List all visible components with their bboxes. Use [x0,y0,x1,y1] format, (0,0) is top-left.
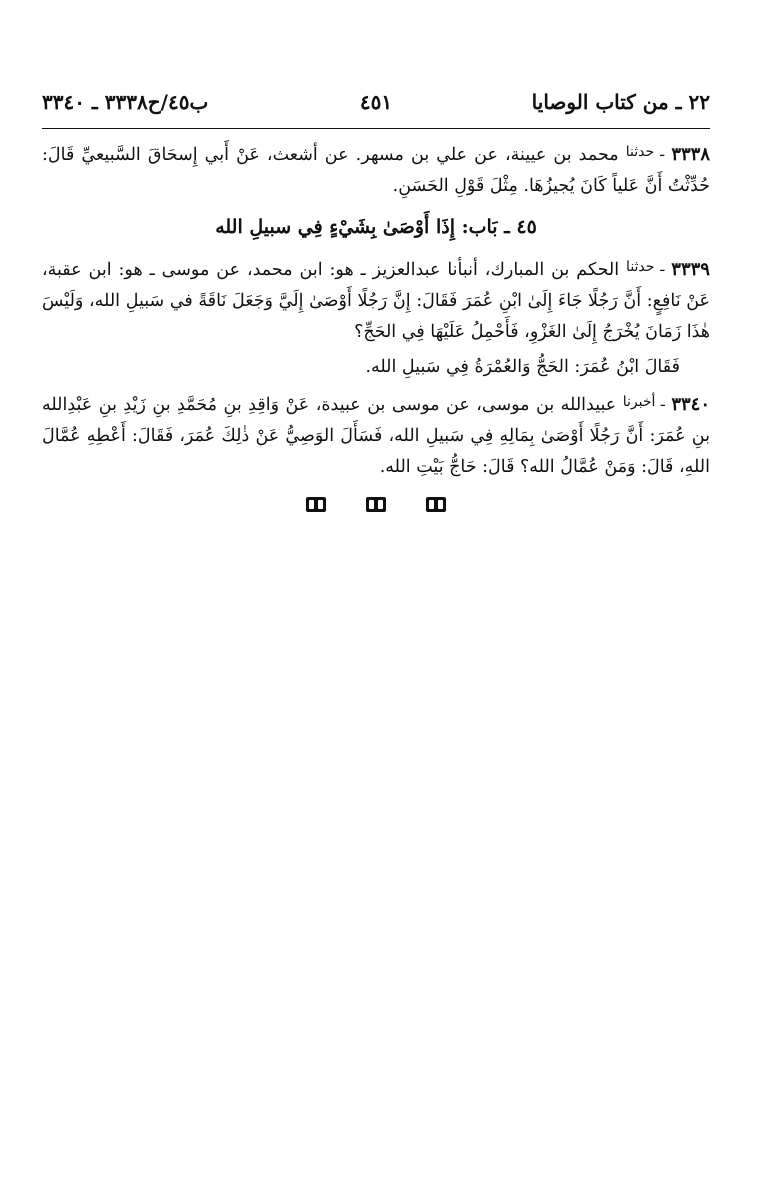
isnad: عبيدالله بن موسى، عن موسى بن عبيدة، عَنْ وَاقِدِ بنِ مُحَمَّدِ بنِ زَيْدِ بنِ عَبْدِالله بنِ [42,395,710,446]
hadith-3340 [42,387,710,483]
isnad: الحكم بن المبارك، أنبأنا عبدالعزيز ـ هو: ابن محمد، عن موسى ـ هو: ابن عقبة، عَنْ [42,260,710,311]
page-body [42,129,710,512]
running-title: ٢٢ ـ من كتاب الوصايا [531,90,710,114]
narration-word: ـ أخبرنا [622,394,665,410]
hadith-reference: ب٤٥/ح٣٣٣٨ ـ ٣٣٤٠ [42,90,209,114]
page-number: ٤٥١ [359,90,393,114]
book-ornament-icon [426,497,446,512]
hadith-number: ٣٣٤٠ [671,394,710,415]
matn: نَافِعٍ: أَنَّ رَجُلًا جَاءَ إِلَىٰ ابْنِ عُمَرَ فَقَالَ: إِنَّ رَجُلًا أَوْصَىٰ إِلَيَّ وَجَعَلَ نَاقَةً في سَبيلِ الله، وَلَيْسَ هٰذَا زَمَانَ يُخْرَجُ إِلَىٰ الغَزْوِ، فَأَحْمِلُ عَلَيْهَا فِي الحَجِّ؟ [42,291,710,342]
narration-word: ـ حدثنا [626,259,665,275]
book-ornament-icon [366,497,386,512]
hadith-3339 [42,252,710,348]
narration-word: ـ حدثنا [625,144,665,160]
section-end-ornaments [42,497,710,512]
matn: حُدِّثْتُ أَنَّ عَلياً كَانَ يُجيزُهَا. مِثْلَ قَوْلِ الحَسَنِ. [392,176,710,196]
isnad: محمد بن عيينة، عن علي بن مسهر. عن أشعث، عَنْ أَبي إِسحَاقَ السَّبيعيِّ قَالَ: [42,145,619,165]
hadith-number: ٣٣٣٩ [671,259,710,280]
matn: عُمَرَ: أَنَّ رَجُلًا أَوْصَىٰ بِمَالِهِ فِي سَبيلِ الله، فَسَأَلَ الوَصِيُّ عَنْ ذٰلِكَ عُمَرَ، فَقَالَ: أَعْطِهِ عُمَّالَ اللهِ، قَالَ: وَمَنْ عُمَّالُ الله؟ قَالَ: حَاجُّ بَيْتِ الله. [42,426,710,477]
page [42,82,710,512]
book-ornament-icon [306,497,326,512]
page-header [42,82,710,129]
hadith-number: ٣٣٣٨ [671,144,710,165]
chapter-heading: ٤٥ ـ بَاب: إِذَا أَوْصَىٰ بِشَيْءٍ فِي سبيلِ الله [215,216,537,238]
hadith-3338 [42,137,710,202]
hadith-3339-answer: فَقَالَ ابْنُ عُمَرَ: الحَجُّ وَالعُمْرَةُ فِي سَبيلِ الله. [365,357,680,377]
